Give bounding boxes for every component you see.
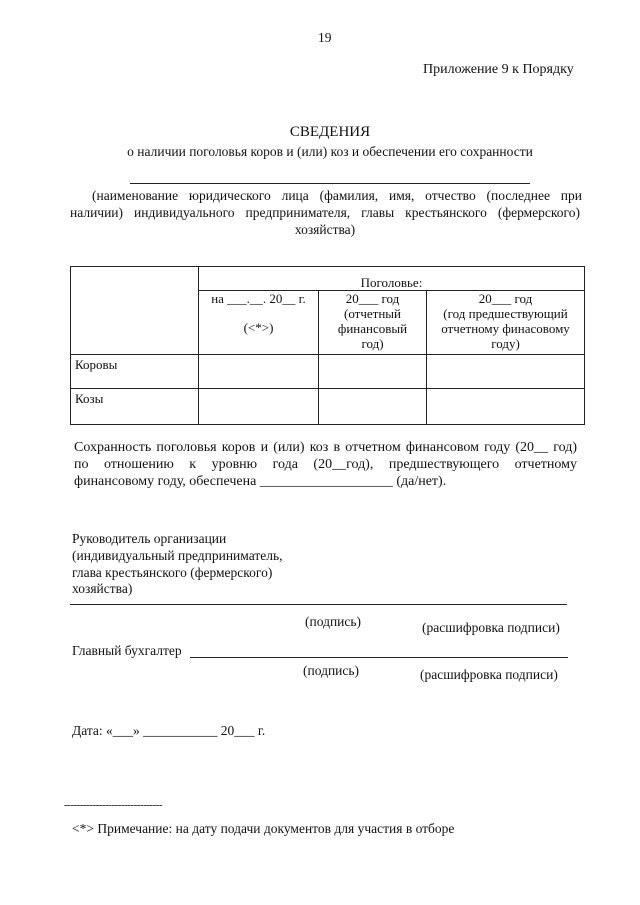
col-previous-year-line2: (год предшествующий	[443, 306, 568, 321]
livestock-group-header: Поголовье:	[199, 267, 585, 291]
head-signature-caption: (подпись)	[305, 614, 362, 629]
footnote-separator: -------------------------------	[64, 799, 163, 811]
accountant-signature-caption: (подпись)	[303, 663, 360, 678]
accountant-signature-line[interactable]	[190, 657, 568, 658]
col-date-line1: на ___.__. 20__ г.	[211, 291, 306, 306]
col-previous-year-line3: отчетному финасовому	[441, 321, 570, 336]
goats-reporting-year-cell[interactable]	[319, 389, 427, 425]
accountant-decode-caption: (расшифровка подписи)	[420, 667, 558, 682]
accountant-label: Главный бухгалтер	[72, 643, 182, 658]
entity-caption-line3: хозяйства)	[294, 222, 356, 237]
col-date-footnote-ref: (<*>)	[243, 320, 274, 335]
head-block-line3: глава крестьянского (фермерского)	[72, 565, 273, 580]
col-reporting-year-line3: финансовый	[337, 321, 408, 336]
safety-text-line1: Сохранность поголовья коров и (или) коз в отчетном финансовом году (20__ год)	[74, 440, 577, 455]
row-label-cows: Коровы	[71, 355, 199, 389]
col-previous-year-header	[427, 291, 585, 355]
cows-previous-year-cell[interactable]	[427, 355, 585, 389]
table-row	[71, 389, 585, 425]
document-subtitle: о наличии поголовья коров и (или) коз и обеспечении его сохранности	[127, 144, 533, 159]
head-block-line1: Руководитель организации	[72, 531, 227, 546]
document-title: СВЕДЕНИЯ	[289, 124, 371, 140]
goats-previous-year-cell[interactable]	[427, 389, 585, 425]
livestock-table	[70, 266, 585, 425]
table-row	[71, 355, 585, 389]
col-reporting-year-line1: 20___ год	[345, 291, 400, 306]
entity-caption-line2: наличии) индивидуального предпринимателя, главы крестьянского (фермерского)	[70, 205, 580, 220]
col-date-header	[199, 291, 319, 355]
col-reporting-year-header	[319, 291, 427, 355]
appendix-label: Приложение 9 к Порядку	[423, 62, 574, 77]
footnote-text: <*> Примечание: на дату подачи документов для участия в отборе	[72, 821, 455, 836]
safety-text-line2: по отношению к уровню года (20__год), предшествующего отчетному	[74, 457, 577, 472]
row-label-goats: Козы	[71, 389, 199, 425]
page-number: 19	[318, 30, 332, 45]
entity-caption-line1: (наименование юридического лица (фамилия, имя, отчество (последнее при	[92, 188, 582, 203]
col-reporting-year-line2: (отчетный	[344, 306, 401, 321]
entity-name-line[interactable]	[130, 183, 530, 184]
cows-reporting-year-cell[interactable]	[319, 355, 427, 389]
goats-date-cell[interactable]	[199, 389, 319, 425]
date-line[interactable]: Дата: «___» ___________ 20___ г.	[72, 723, 266, 738]
head-decode-caption: (расшифровка подписи)	[422, 620, 560, 635]
col-reporting-year-line4: год)	[361, 336, 384, 351]
head-block-line2: (индивидуальный предприниматель,	[72, 548, 283, 563]
table-corner-cell	[71, 267, 199, 355]
col-previous-year-line4: году)	[491, 336, 520, 351]
cows-date-cell[interactable]	[199, 355, 319, 389]
safety-text-line3: финансовому году, обеспечена ___________________ (да/нет).	[74, 474, 447, 489]
col-previous-year-line1: 20___ год	[478, 291, 533, 306]
head-block-line4: хозяйства)	[72, 581, 133, 596]
head-signature-line[interactable]	[70, 604, 567, 605]
